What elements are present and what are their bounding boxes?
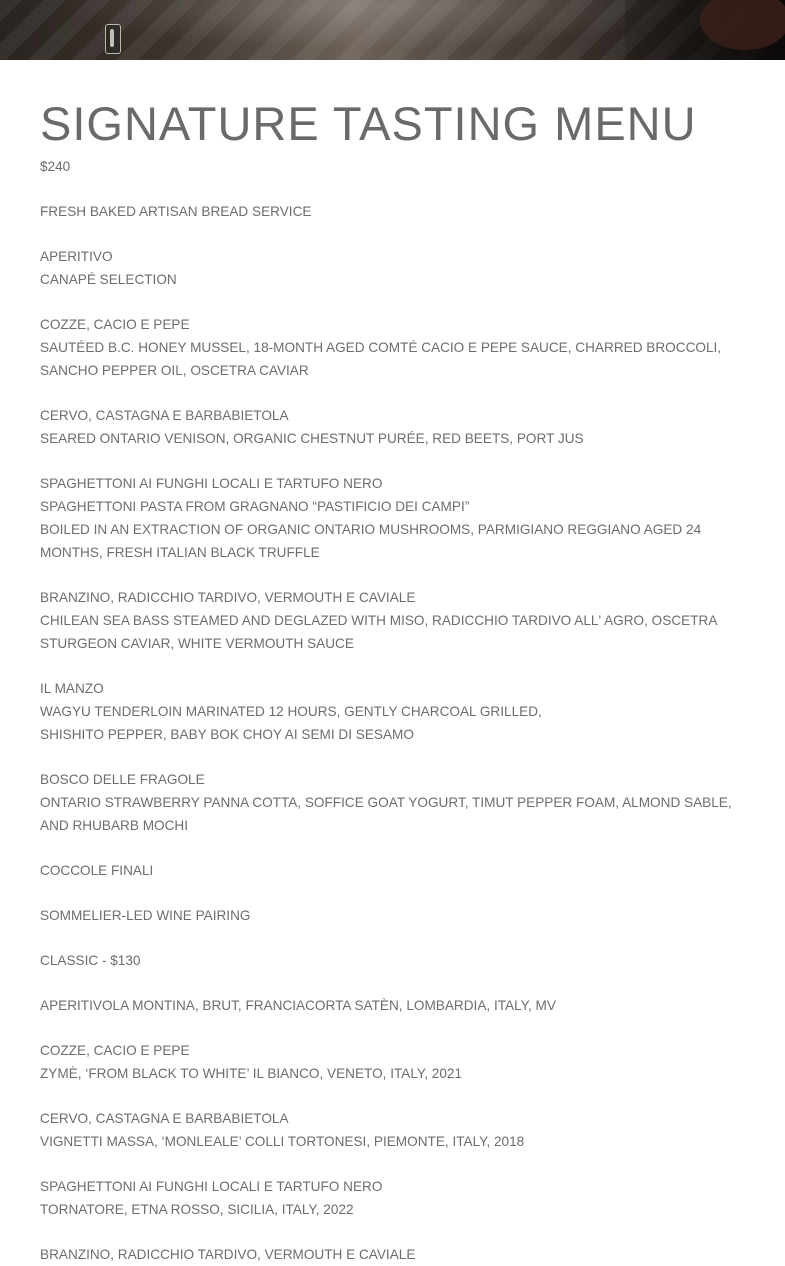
page-title: SIGNATURE TASTING MENU <box>40 97 697 150</box>
menu-course-desc: CHILEAN SEA BASS STEAMED AND DEGLAZED WITH MISO, RADICCHIO TARDIVO ALL' AGRO, OSCETRA STURGEON CAVIAR, WHITE VERMOUTH SAUCE <box>40 613 717 651</box>
menu-content <box>40 155 740 1266</box>
menu-course-title: IL MANZO <box>40 681 104 696</box>
wine-line: VIGNETTI MASSA, ‘MONLEALE’ COLLI TORTONESI, PIEMONTE, ITALY, 2018 <box>40 1134 525 1149</box>
menu-course-title: COZZE, CACIO E PEPE <box>40 317 190 332</box>
menu-price: $240 <box>40 159 71 174</box>
wine-course-title: BRANZINO, RADICCHIO TARDIVO, VERMOUTH E CAVIALE <box>40 1247 416 1262</box>
menu-course-desc: WAGYU TENDERLOIN MARINATED 12 HOURS, GENTLY CHARCOAL GRILLED, <box>40 704 542 719</box>
menu-course-desc: SEARED ONTARIO VENISON, ORGANIC CHESTNUT PURÉE, RED BEETS, PORT JUS <box>40 431 584 446</box>
menu-course-desc: SHISHITO PEPPER, BABY BOK CHOY AI SEMI DI SESAMO <box>40 727 414 742</box>
wine-line: TORNATORE, ETNA ROSSO, SICILIA, ITALY, 2022 <box>40 1202 354 1217</box>
menu-course-desc: BOILED IN AN EXTRACTION OF ORGANIC ONTARIO MUSHROOMS, PARMIGIANO REGGIANO AGED 24 MONTHS, FRESH ITALIAN BLACK TRUFFLE <box>40 522 702 560</box>
menu-course-title: CERVO, CASTAGNA E BARBABIETOLA <box>40 408 289 423</box>
menu-course-desc: CANAPÉ SELECTION <box>40 272 177 287</box>
wine-line: APERITIVOLA MONTINA, BRUT, FRANCIACORTA SATÈN, LOMBARDIA, ITALY, MV <box>40 998 556 1013</box>
hero-image <box>0 0 785 60</box>
wine-course-title: SPAGHETTONI AI FUNGHI LOCALI E TARTUFO NERO <box>40 1179 383 1194</box>
menu-course-desc: SAUTÉED B.C. HONEY MUSSEL, 18-MONTH AGED COMTÉ CACIO E PEPE SAUCE, CHARRED BROCCOLI, SANCHO PEPPER OIL, OSCETRA CAVIAR <box>40 340 722 378</box>
menu-line: FRESH BAKED ARTISAN BREAD SERVICE <box>40 204 312 219</box>
menu-course-title: COCCOLE FINALI <box>40 863 154 878</box>
wine-line: ZYMÈ, ‘FROM BLACK TO WHITE’ IL BIANCO, VENETO, ITALY, 2021 <box>40 1066 463 1081</box>
menu-course-title: SPAGHETTONI AI FUNGHI LOCALI E TARTUFO NERO <box>40 476 383 491</box>
menu-course-title: BRANZINO, RADICCHIO TARDIVO, VERMOUTH E CAVIALE <box>40 590 416 605</box>
wine-pairing-heading: SOMMELIER-LED WINE PAIRING <box>40 908 251 923</box>
wine-course-title: COZZE, CACIO E PEPE <box>40 1043 190 1058</box>
menu-course-title: BOSCO DELLE FRAGOLE <box>40 772 205 787</box>
menu-course-title: APERITIVO <box>40 249 113 264</box>
menu-course-desc: ONTARIO STRAWBERRY PANNA COTTA, SOFFICE GOAT YOGURT, TIMUT PEPPER FOAM, ALMOND SABLE, AND RHUBARB MOCHI <box>40 795 732 833</box>
wine-course-title: CERVO, CASTAGNA E BARBABIETOLA <box>40 1111 289 1126</box>
lamp-icon <box>105 24 121 54</box>
wine-pairing-price: CLASSIC - $130 <box>40 953 141 968</box>
menu-course-desc: SPAGHETTONI PASTA FROM GRAGNANO “PASTIFICIO DEI CAMPI” <box>40 499 470 514</box>
